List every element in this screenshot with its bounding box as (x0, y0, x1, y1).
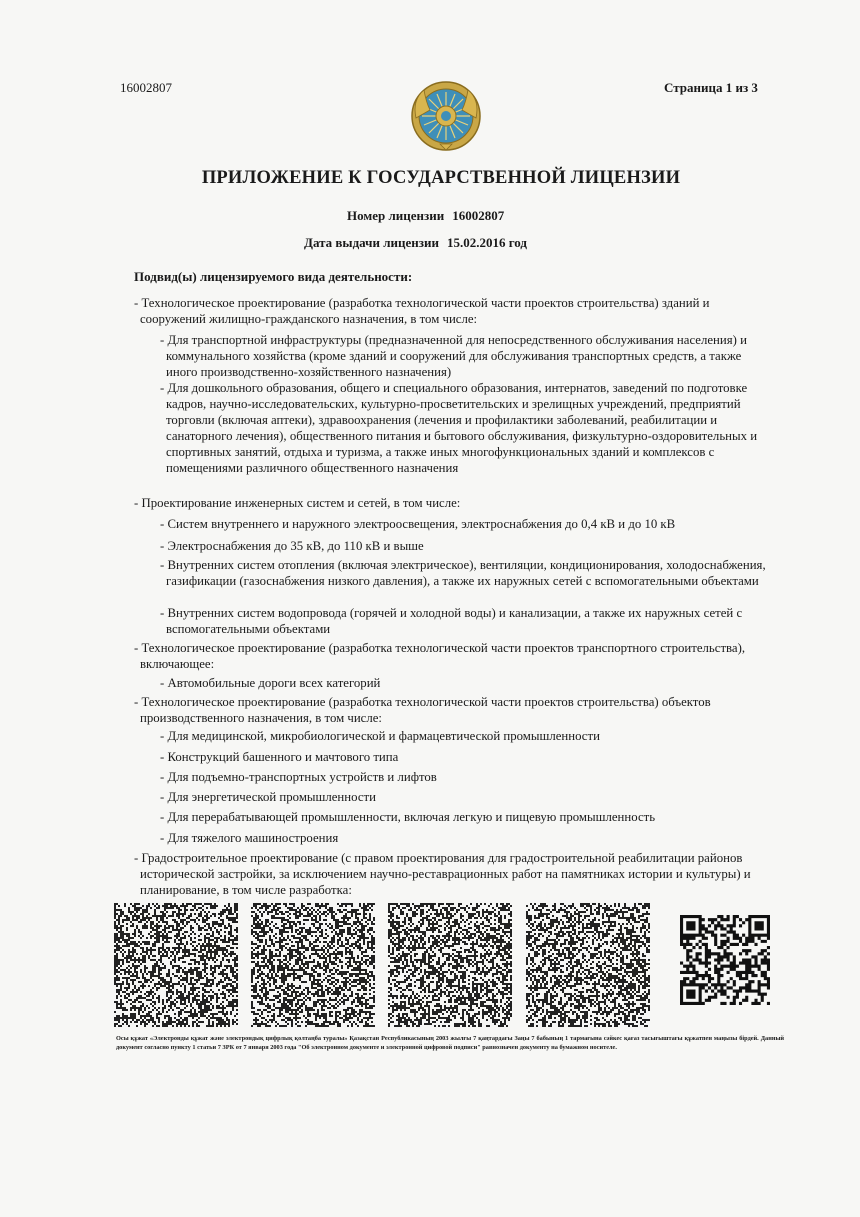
barcode-pattern (526, 903, 650, 1027)
barcode-1 (114, 903, 238, 1029)
list-item: - Технологическое проектирование (разработка технологической части проектов строительства) зданий и сооружений жилищно-гражданского назначения, в том числе: (140, 295, 760, 327)
list-item: - Градостроительное проектирование (с правом проектирования для градостроительной реабилитации районов исторической застройки, за исключением научно-реставрационных работ на памятниках истории и культуры) и планирование, в том числе разработка: (140, 850, 760, 898)
barcode-pattern (114, 903, 238, 1027)
list-item: - Для дошкольного образования, общего и специального образования, интернатов, заведений по подготовке кадров, научно-исследовательских, культурно-просветительских и зрелищных учреждений, предприятий торговли (включая аптеки), здравоохранения (лечения и профилактики заболеваний, реабилитации и санаторного лечения), общественного питания и бытового обслуживания, физкультурно-оздоровительных и спортивных занятий, отдыха и туризма, а также иных многофункциональных зданий и комплексов с помещениями различного общественного назначения (166, 380, 766, 476)
list-item: - Конструкций башенного и мачтового типа (166, 749, 766, 765)
issue-date-line (304, 235, 527, 251)
barcode-pattern (388, 903, 512, 1027)
list-item: - Внутренних систем отопления (включая электрическое), вентиляции, кондиционирования, холодоснабжения, газификации (газоснабжения низкого давления), а также их наружных сетей с вспомогательными объектами (166, 557, 766, 589)
list-item: - Автомобильные дороги всех категорий (166, 675, 766, 691)
barcode-pattern (251, 903, 375, 1027)
list-item: - Для перерабатывающей промышленности, включая легкую и пищевую промышленность (166, 809, 766, 825)
legal-footer-note: Осы құжат «Электронды құжат және электрондық цифрлық қолтаңба туралы» Қазақстан Республикасының 2003 жылғы 7 қаңтардағы Заңы 7 бабының 1 тармағына сәйкес қағаз тасығыштағы құжатпен маңызы бірдей. Данный документ согласно пункту 1 статьи 7 ЗРК от 7 января 2003 года "Об электронном документе и электронной цифровой подписи" равнозначен документу на бумажном носителе. (116, 1035, 784, 1051)
qr-code-icon (680, 915, 770, 1005)
issue-date-value: 15.02.2016 год (446, 235, 527, 250)
list-item: - Технологическое проектирование (разработка технологической части проектов транспортного строительства), включающее: (140, 640, 760, 672)
state-emblem-icon (410, 80, 482, 152)
list-item: - Для транспортной инфраструктуры (предназначенной для непосредственного обслуживания населения) и коммунального хозяйства (кроме зданий и сооружений для обслуживания транспортных средств, а также иного производственно-хозяйственного назначения) (166, 332, 766, 380)
list-item: - Электроснабжения до 35 кВ, до 110 кВ и выше (166, 538, 766, 554)
list-item: - Для тяжелого машиностроения (166, 830, 766, 846)
list-item: - Для медицинской, микробиологической и фармацевтической промышленности (166, 728, 766, 744)
document-title: ПРИЛОЖЕНИЕ К ГОСУДАРСТВЕННОЙ ЛИЦЕНЗИИ (201, 168, 681, 188)
license-number-value: 16002807 (452, 208, 505, 223)
issue-date-label: Дата выдачи лицензии (304, 235, 439, 250)
barcode-2 (251, 903, 375, 1029)
list-item: - Систем внутреннего и наружного электроосвещения, электроснабжения до 0,4 кВ и до 10 кВ (166, 516, 766, 532)
barcode-4 (526, 903, 650, 1029)
list-item: - Для энергетической промышленности (166, 789, 766, 805)
page-counter: Страница 1 из 3 (664, 80, 758, 95)
list-item: - Для подъемно-транспортных устройств и лифтов (166, 769, 766, 785)
license-number-line (347, 208, 504, 224)
list-item: - Внутренних систем водопровода (горячей и холодной воды) и канализации, а также их наружных сетей с вспомогательными объектами (166, 605, 766, 637)
document-number: 16002807 (120, 80, 172, 95)
list-item: - Технологическое проектирование (разработка технологической части проектов строительства) объектов производственного назначения, в том числе: (140, 694, 760, 726)
activity-subtypes-heading: Подвид(ы) лицензируемого вида деятельности: (134, 269, 413, 284)
qr-code (680, 915, 770, 1041)
barcode-3 (388, 903, 512, 1029)
list-item: - Проектирование инженерных систем и сетей, в том числе: (140, 495, 760, 511)
license-number-label: Номер лицензии (347, 208, 445, 223)
